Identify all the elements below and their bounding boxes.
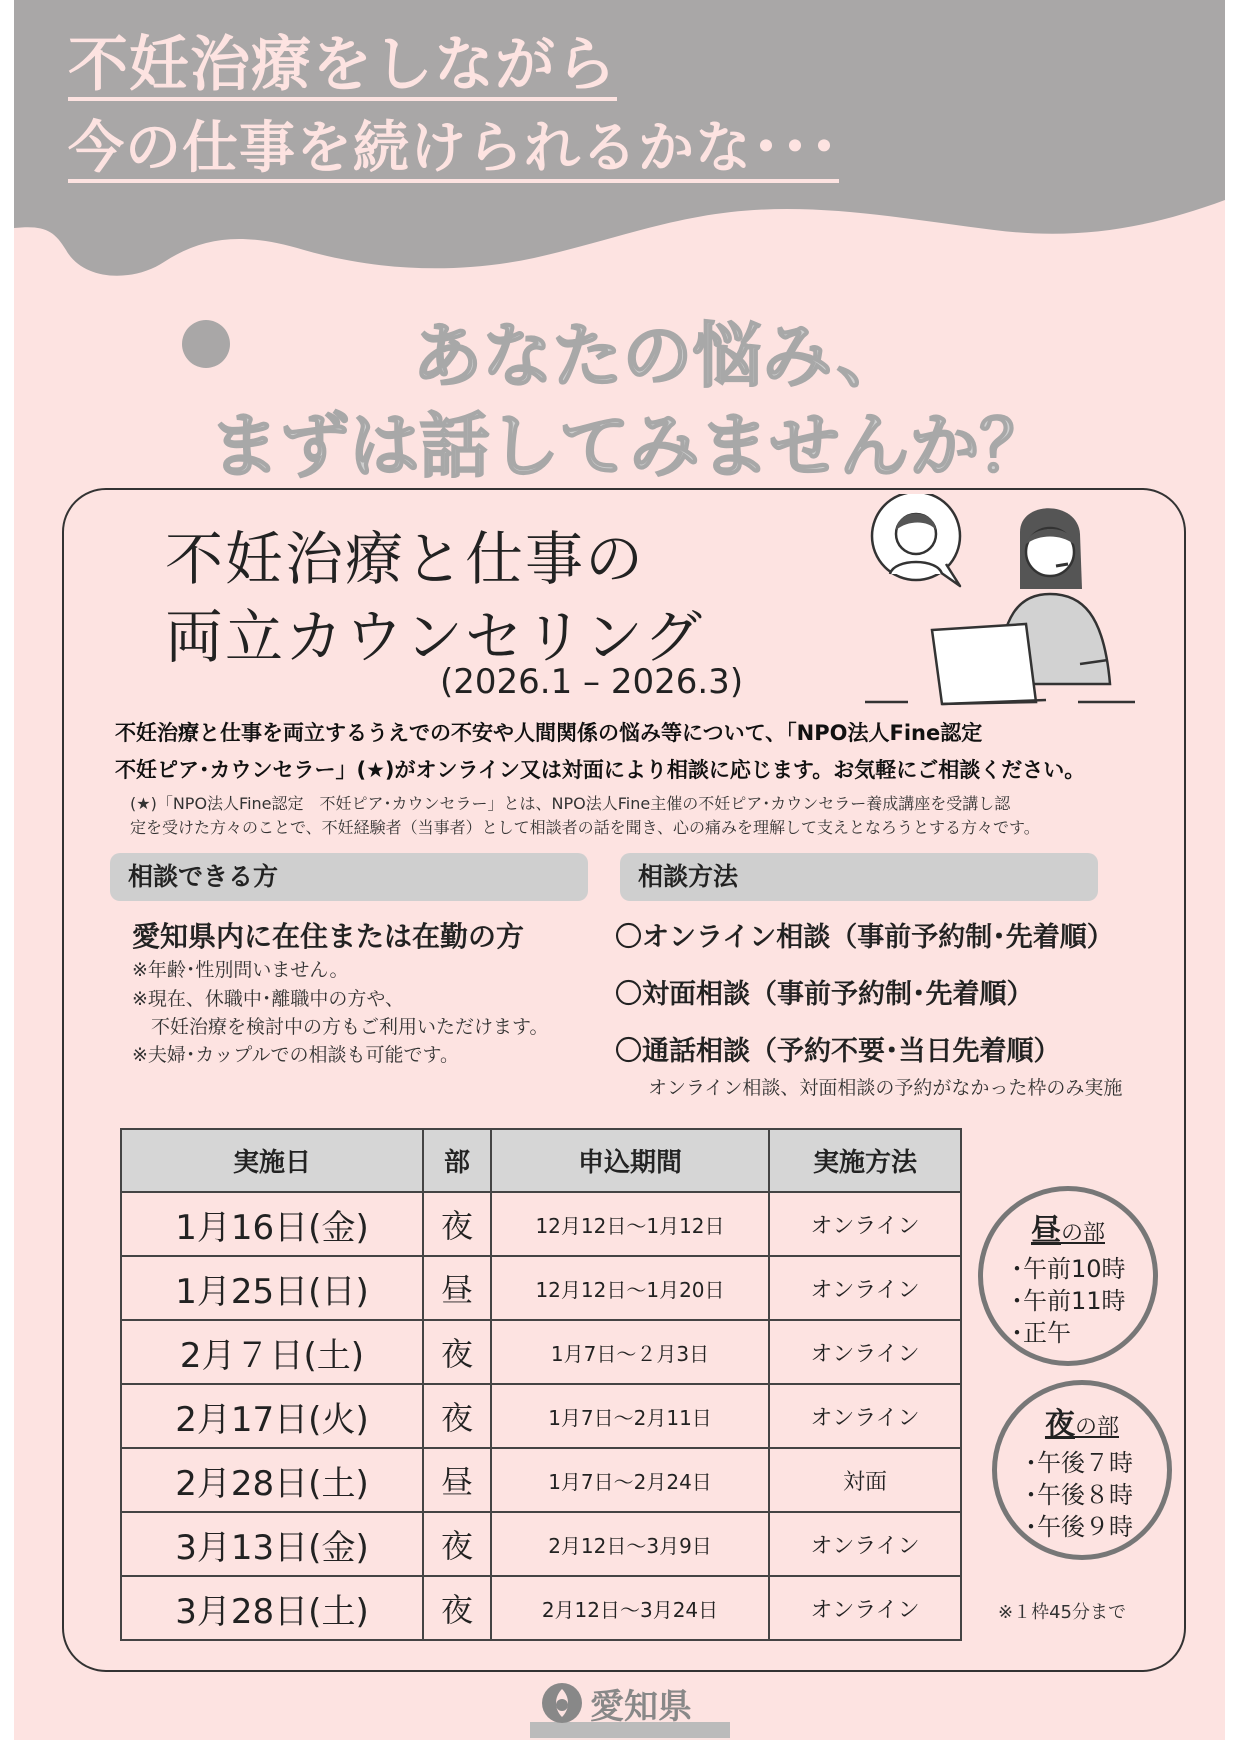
day-session-title-small: の部 bbox=[1060, 1221, 1105, 1246]
day-session-time-3: ･正午 bbox=[1011, 1319, 1071, 1347]
day-session-time-1: ･午前10時 bbox=[1011, 1255, 1126, 1283]
row-period: 2月12日～3月24日 bbox=[491, 1576, 769, 1640]
table-row bbox=[121, 1512, 961, 1576]
row-date: 3月28日(土) bbox=[121, 1576, 423, 1640]
row-date: 2月７日(土) bbox=[121, 1320, 423, 1384]
row-method: オンライン bbox=[769, 1384, 961, 1448]
eligible-note-2: ※現在、休職中･離職中の方や、 bbox=[132, 988, 405, 1010]
row-period: 12月12日～1月12日 bbox=[491, 1192, 769, 1256]
night-session-title-big: 夜 bbox=[1044, 1407, 1075, 1442]
table-row bbox=[121, 1256, 961, 1320]
header-part: 部 bbox=[423, 1129, 491, 1192]
table-row bbox=[121, 1448, 961, 1512]
subheadline-line-1: あなたの悩み、 bbox=[412, 315, 907, 397]
day-session-title-big: 昼 bbox=[1030, 1213, 1061, 1248]
row-period: 2月12日～3月9日 bbox=[491, 1512, 769, 1576]
title-period: (2026.1 – 2026.3) bbox=[440, 662, 744, 702]
aichi-emblem-icon bbox=[540, 1681, 584, 1725]
eligible-heading: 相談できる方 bbox=[110, 853, 588, 901]
subheadline-line-2: まずは話してみませんか？ bbox=[209, 405, 1050, 487]
row-part: 夜 bbox=[423, 1320, 491, 1384]
night-session-time-1: ･午後７時 bbox=[1025, 1449, 1133, 1477]
speech-bubble-icon bbox=[872, 494, 960, 586]
methods-heading: 相談方法 bbox=[620, 853, 1098, 901]
row-date: 3月13日(金) bbox=[121, 1512, 423, 1576]
row-period: 1月7日～２月3日 bbox=[491, 1320, 769, 1384]
method-phone-note: オンライン相談、対面相談の予約がなかった枠のみ実施 bbox=[648, 1077, 1123, 1099]
row-part: 夜 bbox=[423, 1512, 491, 1576]
eligible-note-1: ※年齢･性別問いません。 bbox=[132, 959, 349, 981]
row-part: 夜 bbox=[423, 1192, 491, 1256]
row-date: 2月28日(土) bbox=[121, 1448, 423, 1512]
row-method: オンライン bbox=[769, 1320, 961, 1384]
night-session-title-small: の部 bbox=[1074, 1415, 1119, 1440]
row-date: 1月25日(日) bbox=[121, 1256, 423, 1320]
method-in-person: 〇対面相談（事前予約制･先着順） bbox=[615, 979, 1034, 1010]
description bbox=[115, 715, 1195, 789]
title-line-2: 両立カウンセリング bbox=[165, 603, 704, 671]
header-date: 実施日 bbox=[121, 1129, 423, 1192]
method-phone: 〇通話相談（予約不要･当日先着順） bbox=[615, 1036, 1061, 1067]
row-period: 1月7日～2月24日 bbox=[491, 1448, 769, 1512]
row-period: 1月7日～2月11日 bbox=[491, 1384, 769, 1448]
counselor-note-line-2: 定を受けた方々のことで、不妊経験者（当事者）として相談者の話を聞き、心の痛みを理解して支えとなろうとする方々です。 bbox=[130, 818, 1040, 837]
description-line-2: 不妊ピア･カウンセラー」(★)がオンライン又は対面により相談に応じます。お気軽にご相談ください。 bbox=[115, 758, 1086, 782]
schedule-header-row bbox=[121, 1129, 961, 1192]
row-method: オンライン bbox=[769, 1512, 961, 1576]
slot-duration-note: ※１枠45分まで bbox=[998, 1602, 1126, 1623]
method-online: 〇オンライン相談（事前予約制･先着順） bbox=[615, 922, 1114, 953]
counselor-note-line-1: (★)「NPO法人Fine認定 不妊ピア･カウンセラー」とは、NPO法人Fine主催の不妊ピア･カウンセラー養成講座を受講し認 bbox=[130, 794, 1011, 813]
eligible-main: 愛知県内に在住または在勤の方 bbox=[132, 920, 525, 953]
headline-line-2: 今の仕事を続けられるかな･･･ bbox=[68, 116, 839, 181]
eligible-note-3: 不妊治療を検討中の方もご利用いただけます。 bbox=[132, 1016, 549, 1038]
night-session-time-2: ･午後８時 bbox=[1025, 1481, 1133, 1509]
row-method: オンライン bbox=[769, 1576, 961, 1640]
row-date: 2月17日(火) bbox=[121, 1384, 423, 1448]
table-row bbox=[121, 1576, 961, 1640]
row-method: オンライン bbox=[769, 1192, 961, 1256]
row-part: 昼 bbox=[423, 1448, 491, 1512]
row-part: 昼 bbox=[423, 1256, 491, 1320]
row-method: オンライン bbox=[769, 1256, 961, 1320]
day-session-time-2: ･午前11時 bbox=[1011, 1287, 1126, 1315]
headline-line-1: 不妊治療をしながら bbox=[68, 30, 617, 100]
row-period: 12月12日～1月20日 bbox=[491, 1256, 769, 1320]
prefecture-logo bbox=[540, 1677, 692, 1729]
title-line-1: 不妊治療と仕事の bbox=[165, 525, 646, 593]
prefecture-name: 愛知県 bbox=[590, 1686, 692, 1727]
night-session-circle bbox=[992, 1380, 1172, 1560]
row-part: 夜 bbox=[423, 1576, 491, 1640]
row-date: 1月16日(金) bbox=[121, 1192, 423, 1256]
table-row bbox=[121, 1320, 961, 1384]
row-method: 対面 bbox=[769, 1448, 961, 1512]
table-row bbox=[121, 1192, 961, 1256]
description-line-1: 不妊治療と仕事を両立するうえでの不安や人間関係の悩み等について、「NPO法人Fine認定 bbox=[115, 721, 983, 745]
table-row bbox=[121, 1384, 961, 1448]
header-period: 申込期間 bbox=[491, 1129, 769, 1192]
header-method: 実施方法 bbox=[769, 1129, 961, 1192]
schedule-table bbox=[120, 1128, 962, 1641]
row-part: 夜 bbox=[423, 1384, 491, 1448]
night-session-time-3: ･午後９時 bbox=[1025, 1513, 1133, 1541]
day-session-circle bbox=[978, 1186, 1158, 1366]
eligible-note-4: ※夫婦･カップルでの相談も可能です。 bbox=[132, 1044, 459, 1066]
counselor-note bbox=[130, 792, 1180, 840]
night-session-title bbox=[997, 1399, 1167, 1443]
day-session-title bbox=[983, 1205, 1153, 1249]
counselor-illustration bbox=[860, 494, 1150, 724]
